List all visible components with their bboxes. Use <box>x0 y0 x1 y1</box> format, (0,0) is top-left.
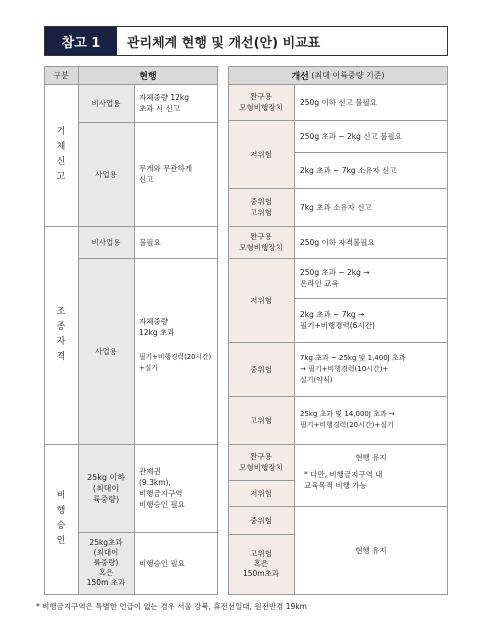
aircraft-cat-midhigh: 중위험 고위험 <box>228 188 294 226</box>
pilot-biz-label: 사업용 <box>78 258 134 444</box>
pilot-biz-current: 자체중량 12kg 초과 필기+비행경력(20시간) +실기 <box>139 317 212 372</box>
aircraft-row-midhigh: 7kg 초과 소유자 신고 <box>300 202 372 212</box>
flight-under-label: 25kg 이하 (최대이 륙중량) <box>78 444 134 532</box>
pilot-nonbiz-label: 비사업용 <box>78 226 134 258</box>
flight-cat-low: 저위험 <box>228 480 294 506</box>
aircraft-cat-low: 저위험 <box>228 120 294 188</box>
pilot-cat-low: 저위험 <box>228 258 294 342</box>
flight-over-label: 25kg초과 (최대이 륙중량) 혹은 150m 초과 <box>78 532 134 594</box>
pilot-row-toy: 250g 이하 자격불필요 <box>300 237 375 247</box>
flight-row-keep1: 현행 유지 * 다만, 비행금지구역 내 교육목적 비행 가능 <box>304 453 387 490</box>
header-improved: 개선 (최대 이륙중량 기준) <box>228 66 448 84</box>
aircraft-cat-toy: 완구용 모형비행장치 <box>228 84 294 120</box>
aircraft-row-toy: 250g 이하 신고 불필요 <box>300 97 377 107</box>
flight-over-current: 비행승인 필요 <box>139 558 185 568</box>
pilot-nonbiz-current: 불필요 <box>139 237 161 247</box>
pilot-cat-high: 고위험 <box>228 396 294 444</box>
flight-row-keep2: 현행 유지 <box>355 545 387 555</box>
header-category: 구분 <box>44 66 78 84</box>
pilot-row-mid: 7kg 초과 ~ 25kg 및 1,400J 초과 → 필기+비행경력(10시간)+ 실기(약식) <box>300 353 406 384</box>
pilot-row-low1: 250g 초과 ~ 2kg → 온라인 교육 <box>300 268 370 288</box>
aircraft-nonbiz-label: 비사업용 <box>78 84 134 122</box>
aircraft-nonbiz-current: 자체중량 12kg 초과 시 신고 <box>139 93 190 113</box>
flight-under-current: 관제권 (9.3km), 비행금지구역 비행승인 필요 <box>139 467 185 509</box>
title-box <box>44 26 448 56</box>
group-aircraft: 기 체 신 고 <box>56 127 66 182</box>
pilot-cat-toy: 완구용 모형비행장치 <box>228 226 294 258</box>
page-title: 관리체계 현행 및 개선(안) 비교표 <box>127 35 321 51</box>
pilot-row-low2: 2kg 초과 ~ 7kg → 필기+비행경력(6시간) <box>300 310 375 330</box>
footnote: * 비행금지구역은 특별한 언급이 없는 경우 서울 강북, 휴전선일대, 원전반경 19km <box>36 602 307 611</box>
flight-cat-toy: 완구용 모형비행장치 <box>228 444 294 480</box>
aircraft-row-low2: 2kg 초과 ~ 7kg 소유자 신고 <box>300 165 397 175</box>
aircraft-biz-label: 사업용 <box>78 122 134 226</box>
pilot-cat-mid: 중위험 <box>228 342 294 396</box>
header-current: 현행 <box>78 66 218 84</box>
title-badge: 참고 1 <box>45 27 117 55</box>
group-pilot: 조 종 자 격 <box>56 307 66 362</box>
flight-cat-mid: 중위험 <box>228 506 294 534</box>
aircraft-biz-current: 무게와 무관하게 신고 <box>139 164 193 184</box>
flight-cat-high: 고위험 혹은 150m초과 <box>228 534 294 594</box>
group-flight: 비 행 승 인 <box>56 491 66 546</box>
pilot-row-high: 25kg 초과 및 14,000J 초과 → 필기+비행경력(20시간)+실기 <box>300 410 395 429</box>
aircraft-row-low1: 250g 초과 ~ 2kg 신고 불필요 <box>300 131 402 141</box>
